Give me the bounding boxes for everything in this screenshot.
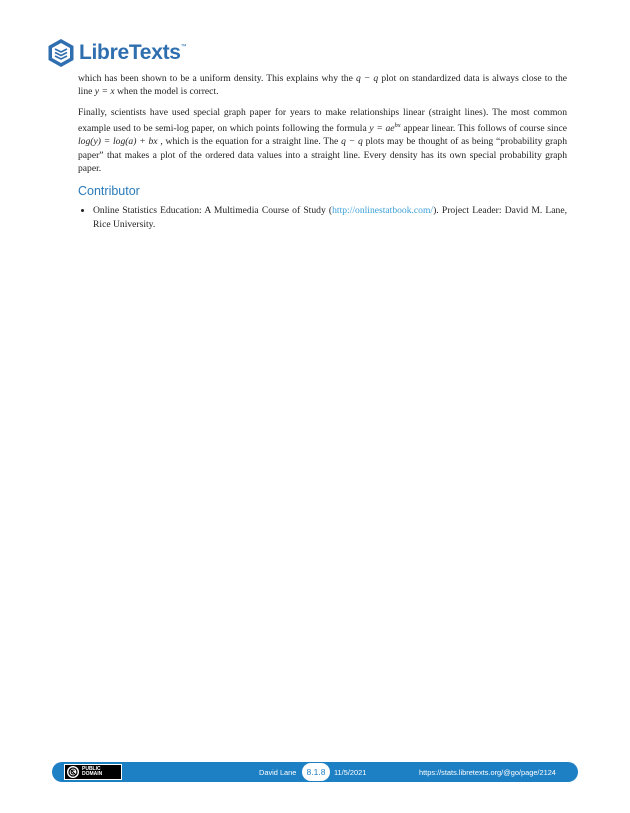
libretexts-logo[interactable] <box>46 38 187 68</box>
libretexts-logo-icon <box>46 38 76 68</box>
license-label <box>82 767 102 778</box>
footer-author: David Lane <box>259 768 297 777</box>
p2-math-log: log(y) = log(a) + bx <box>78 136 158 148</box>
p2-text-a: Finally, scientists have used special graph paper for years to make relationships linear (straight lines). The most common example used to be semi-log paper, on which points following the formula <box>78 106 567 135</box>
onlinestatbook-link[interactable]: http://onlinestatbook.com/ <box>332 205 434 217</box>
license-label-top: PUBLIC <box>82 765 101 772</box>
main-content <box>78 72 567 231</box>
p2-math-exponent: bx <box>394 121 401 129</box>
p1-text-c: when the model is correct. <box>117 86 219 98</box>
footer-page-number: 8.1.8 <box>302 763 330 781</box>
p1-text-b: plot on standardized data is always close to the line <box>78 73 567 98</box>
public-domain-badge[interactable] <box>64 764 122 780</box>
contributor-text-b: ). Project Leader: David M. Lane, Rice University. <box>93 205 567 230</box>
logo-trademark: ™ <box>180 44 187 50</box>
p2-math-qq: q − q <box>341 136 363 148</box>
footer-date: 11/5/2021 <box>334 768 367 777</box>
p1-text-a: which has been shown to be a uniform density. This explains why the <box>78 73 353 84</box>
contributor-heading: Contributor <box>78 184 140 199</box>
public-domain-icon <box>67 766 79 778</box>
list-item <box>93 204 567 231</box>
license-label-bottom: DOMAIN <box>82 771 103 777</box>
logo-wordmark: LibreTexts <box>79 41 181 64</box>
p2-text-d: plots may be thought of as being “probability graph paper” that makes a plot of the ordered data values into a straight line. Every density has its own special probability graph paper. <box>78 136 568 174</box>
p2-text-c: , which is the equation for a straight line. The <box>160 136 339 148</box>
contributor-list <box>78 204 567 231</box>
paragraph-graph-paper <box>78 106 567 176</box>
footer-url-link[interactable]: https://stats.libretexts.org/@go/page/2124 <box>419 768 556 777</box>
page-footer <box>52 762 578 782</box>
contributor-text-a: Online Statistics Education: A Multimedia Course of Study ( <box>93 205 333 217</box>
p2-math-base: y = ae <box>369 123 395 135</box>
p2-text-b: appear linear. This follows of course since <box>403 123 567 135</box>
p1-math-yx: y = x <box>94 86 115 98</box>
p2-math-formula <box>369 123 400 134</box>
paragraph-uniform-density <box>78 72 567 99</box>
p1-math-qq: q − q <box>355 73 379 84</box>
